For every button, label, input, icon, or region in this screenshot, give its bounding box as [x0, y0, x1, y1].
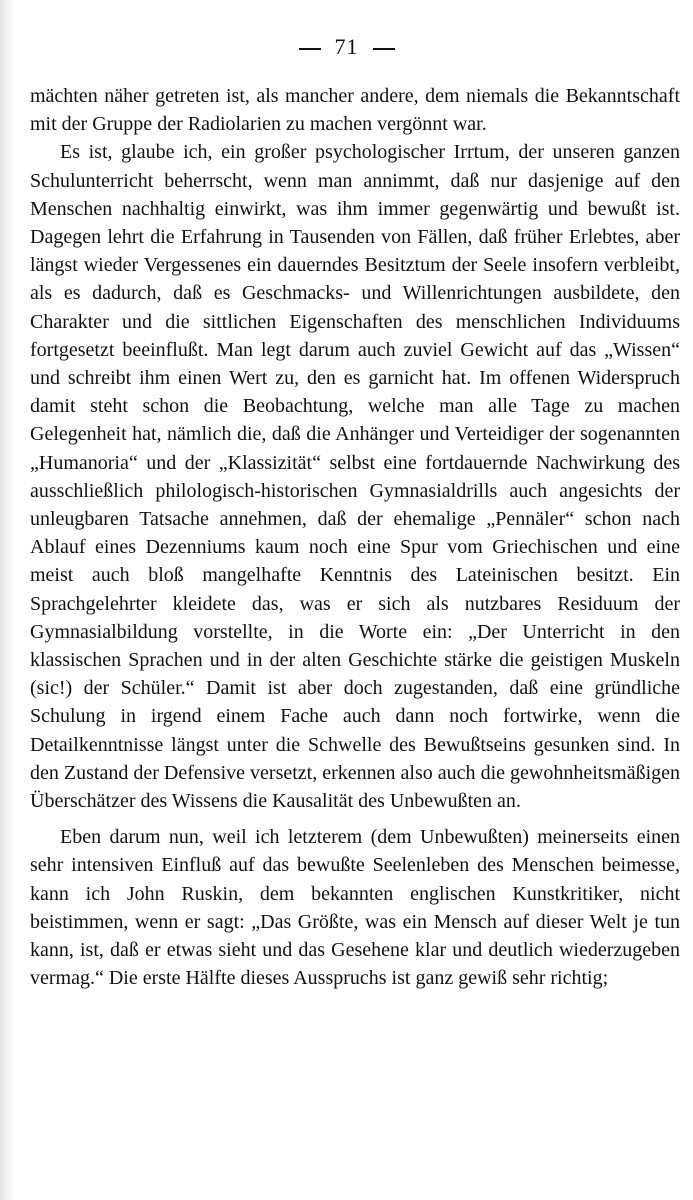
- body-text: [30, 82, 680, 993]
- paragraph-irrtum: Es ist, glaube ich, ein großer psychologischer Irrtum, der unseren ganzen Schulunterricht beherrscht, wenn man annimmt, daß nur dasjenige auf den Menschen nachhaltig einwirkt, was ihm immer gegenwärtig und bewußt ist. Dagegen lehrt die Erfahrung in Tausenden von Fällen, daß früher Erlebtes, aber längst wieder Vergessenes ein dauerndes Besitztum der Seele insofern verbleibt, als es dadurch, daß es Geschmacks- und Willenrichtungen ausbildete, den Charakter und die sittlichen Eigenschaften des menschlichen Individuums fortgesetzt beeinflußt. Man legt darum auch zuviel Gewicht auf das „Wissen“ und schreibt ihm einen Wert zu, den es garnicht hat. Im offenen Widerspruch damit steht schon die Beobachtung, welche man alle Tage zu machen Gelegenheit hat, nämlich die, daß die Anhänger und Verteidiger der sogenannten „Humanoria“ und der „Klassizität“ selbst eine fortdauernde Nachwirkung des ausschließlich philologisch-historischen Gymnasialdrills auch angesichts der unleugbaren Tatsache annehmen, daß der ehemalige „Pennäler“ schon nach Ablauf eines Dezenniums kaum noch eine Spur vom Griechischen und eine meist auch bloß mangelhafte Kenntnis des Lateinischen besitzt. Ein Sprachgelehrter kleidete das, was er sich als nutzbares Residuum der Gymnasialbildung vorstellte, in die Worte ein: „Der Unterricht in den klassischen Sprachen und in der alten Geschichte stärke die geistigen Muskeln (sic!) der Schüler.“ Damit ist aber doch zugestanden, daß eine gründliche Schulung in irgend einem Fache auch dann noch fortwirke, wenn die Detailkenntnisse längst unter die Schwelle des Bewußtseins gesunken sind. In den Zustand der Defensive versetzt, erkennen also auch die gewohnheitsmäßigen Überschätzer des Wissens die Kausalität des Unbewußten an.: [30, 141, 680, 813]
- page-number: [0, 34, 693, 60]
- page-number-dash-right: [373, 48, 395, 50]
- page-gutter-shadow: [0, 0, 14, 1200]
- page-number-value: 71: [334, 34, 359, 59]
- page-number-dash-left: [299, 48, 321, 50]
- paragraph-continuation: mächten näher getreten ist, als mancher andere, dem niemals die Bekanntschaft mit der Gruppe der Radiolarien zu machen vergönnt war.: [30, 85, 680, 136]
- paragraph-ruskin: Eben darum nun, weil ich letzterem (dem Unbewußten) meinerseits einen sehr intensiven Einfluß auf das bewußte Seelenleben des Menschen beimesse, kann ich John Ruskin, dem bekannten englischen Kunstkritiker, nicht beistimmen, wenn er sagt: „Das Größte, was ein Mensch auf dieser Welt je tun kann, ist, daß er etwas sieht und das Gesehene klar und deutlich wiederzugeben vermag.“ Die erste Hälfte dieses Ausspruchs ist ganz gewiß sehr richtig;: [30, 826, 680, 990]
